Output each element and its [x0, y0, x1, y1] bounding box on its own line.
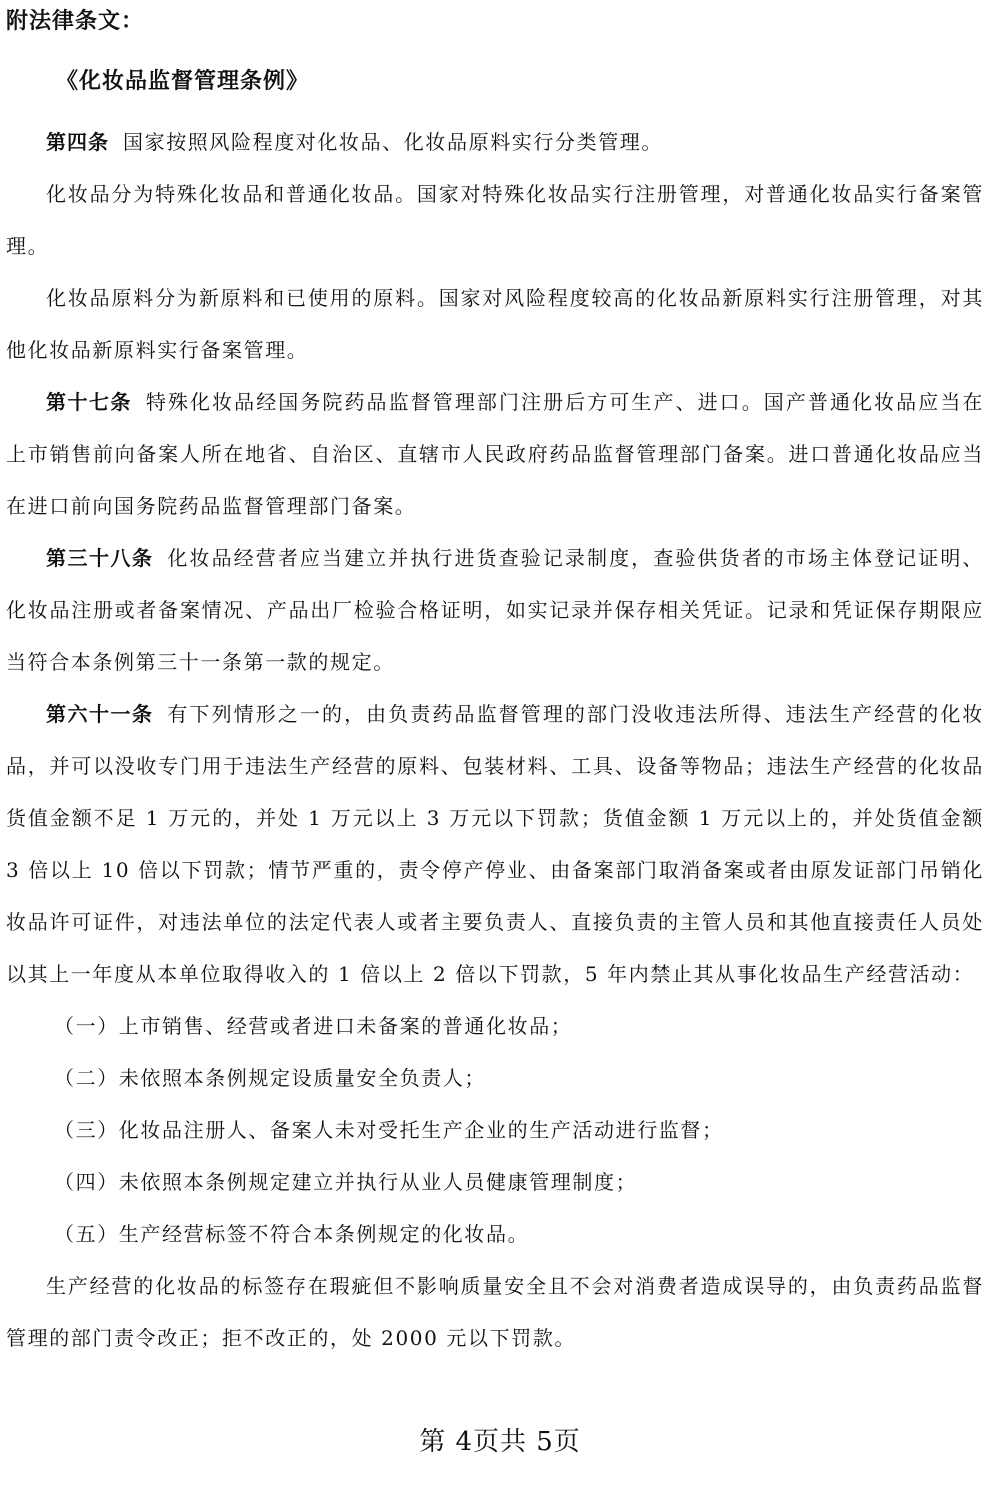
- page-number: 第 4页共 5页: [419, 1427, 581, 1457]
- article-4-paragraph-3: 化妆品原料分为新原料和已使用的原料。国家对风险程度较高的化妆品新原料实行注册管理，对其他化妆品新原料实行备案管理。: [6, 286, 984, 362]
- article-4-paragraph-2: 化妆品分为特殊化妆品和普通化妆品。国家对特殊化妆品实行注册管理，对普通化妆品实行备案管理。: [6, 182, 984, 258]
- article-61-item-4: （四）未依照本条例规定建立并执行从业人员健康管理制度；: [54, 1170, 638, 1194]
- article-61-item-2: （二）未依照本条例规定设质量安全负责人；: [54, 1066, 486, 1090]
- article-38-paragraph-1: [6, 532, 984, 688]
- article-17-text-1: 特殊化妆品经国务院药品监督管理部门注册后方可生产、进口。国产普通化妆品应当在上市销售前向备案人所在地省、自治区、直辖市人民政府药品监督管理部门备案。进口普通化妆品应当在进口前向国务院药品监督管理部门备案。: [6, 390, 984, 518]
- article-61-item-3: （三）化妆品注册人、备案人未对受托生产企业的生产活动进行监督；: [54, 1118, 724, 1142]
- article-4-text-1: 国家按照风险程度对化妆品、化妆品原料实行分类管理。: [123, 130, 663, 154]
- article-61-paragraph-1: [6, 688, 984, 1000]
- attachment-heading: 附法律条文：: [6, 8, 145, 34]
- article-17-paragraph-1: [6, 376, 984, 532]
- article-17-number: 第十七条: [46, 390, 132, 414]
- article-61-item-1: （一）上市销售、经营或者进口未备案的普通化妆品；: [54, 1014, 573, 1038]
- article-61-text-1: 有下列情形之一的，由负责药品监督管理的部门没收违法所得、违法生产经营的化妆品，并可以没收专门用于违法生产经营的原料、包装材料、工具、设备等物品；违法生产经营的化妆品货值金额不足 1 万元的，并处 1 万元以上 3 万元以下罚款；货值金额 1 万元以上的，并处货值金额 3 倍以上 10 倍以下罚款；情节严重的，责令停产停业、由备案部门取消备案或者由原发证部门吊销化妆品许可证件，对违法单位的法定代表人或者主要负责人、直接负责的主管人员和其他直接责任人员处以其上一年度从本单位取得收入的 1 倍以上 2 倍以下罚款，5 年内禁止其从事化妆品生产经营活动：: [6, 702, 985, 986]
- article-4-paragraph-1: [6, 116, 984, 168]
- article-4-number: 第四条: [46, 130, 109, 154]
- article-38-number: 第三十八条: [46, 546, 154, 570]
- article-38-text-1: 化妆品经营者应当建立并执行进货查验记录制度，查验供货者的市场主体登记证明、化妆品注册或者备案情况、产品出厂检验合格证明，如实记录并保存相关凭证。记录和凭证保存期限应当符合本条例第三十一条第一款的规定。: [6, 546, 985, 674]
- article-61-paragraph-2: 生产经营的化妆品的标签存在瑕疵但不影响质量安全且不会对消费者造成误导的，由负责药品监督管理的部门责令改正；拒不改正的，处 2000 元以下罚款。: [6, 1274, 984, 1350]
- document-body: [6, 116, 984, 1364]
- law-title: 《化妆品监督管理条例》: [56, 68, 310, 94]
- article-61-item-5: （五）生产经营标签不符合本条例规定的化妆品。: [54, 1222, 530, 1246]
- article-61-number: 第六十一条: [46, 702, 154, 726]
